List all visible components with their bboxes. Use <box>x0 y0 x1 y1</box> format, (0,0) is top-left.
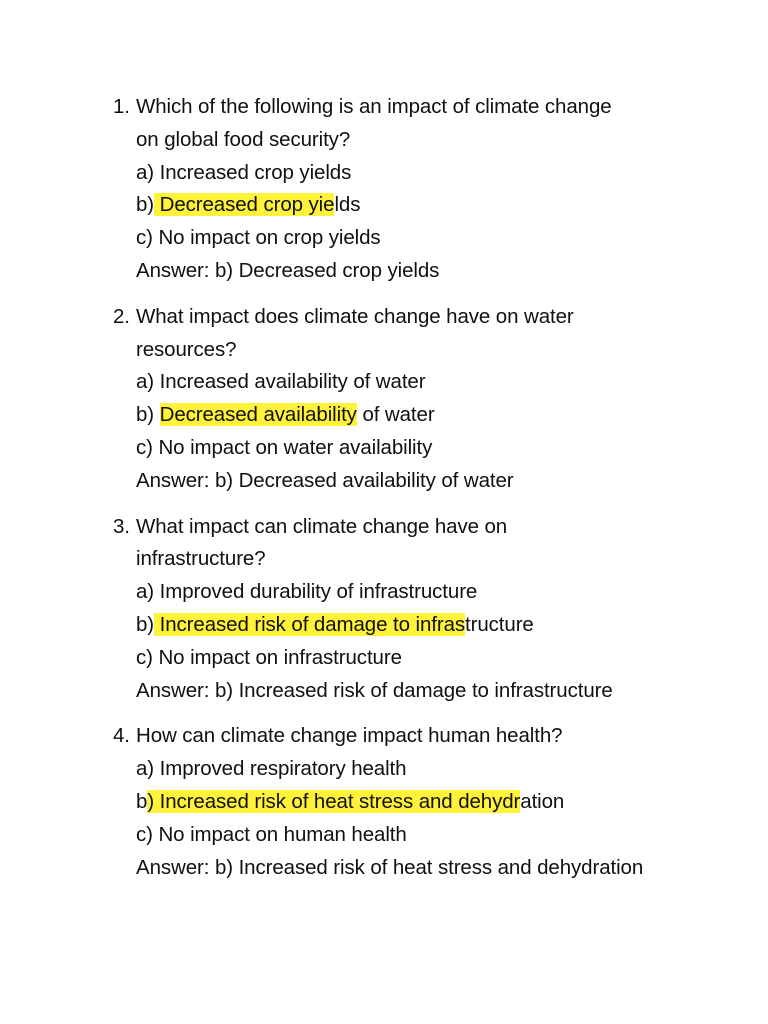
question-stem-line <box>0 334 768 367</box>
question-stem-text: infrastructure? <box>136 547 266 571</box>
option-b-prefix: b) <box>136 403 160 427</box>
option-b <box>0 189 768 222</box>
question-stem-line <box>0 124 768 157</box>
question-stem-text: Which of the following is an impact of climate change <box>136 95 612 118</box>
option-b-suffix: tructure <box>465 612 534 636</box>
answer-line: Answer: b) Increased risk of heat stress and dehydration <box>136 855 644 879</box>
question-stem-line <box>0 511 768 544</box>
option-a: a) Increased crop yields <box>136 160 352 184</box>
question-stem-text: How can climate change impact human health? <box>136 724 563 748</box>
option-a: a) Improved durability of infrastructure <box>136 580 478 604</box>
option-c: c) No impact on human health <box>136 822 407 846</box>
question-stem-text: on global food security? <box>136 127 351 151</box>
question-1 <box>0 91 768 288</box>
option-a: a) Improved respiratory health <box>136 757 407 781</box>
question-number: 3. <box>113 514 130 538</box>
question-3 <box>0 511 768 708</box>
question-stem-text: What impact does climate change have on water <box>136 304 574 328</box>
question-number: 1. <box>113 95 130 118</box>
question-stem-line <box>0 720 768 753</box>
option-b <box>0 609 768 642</box>
option-b <box>0 786 768 819</box>
question-stem-line <box>0 301 768 334</box>
question-number: 2. <box>113 304 130 328</box>
option-b-prefix: b) <box>136 612 155 636</box>
option-c: c) No impact on infrastructure <box>136 645 402 669</box>
option-a: a) Increased availability of water <box>136 370 426 394</box>
option-b-suffix: ation <box>520 789 565 813</box>
answer-line: Answer: b) Decreased crop yields <box>136 258 440 282</box>
question-stem-line <box>0 91 768 124</box>
option-c: c) No impact on crop yields <box>136 226 381 250</box>
question-stem-text: resources? <box>136 337 237 361</box>
option-b-highlight: Increased risk of damage to infras <box>154 612 466 636</box>
answer-line: Answer: b) Decreased availability of water <box>136 468 514 492</box>
question-list <box>0 91 768 897</box>
question-stem-line <box>0 543 768 576</box>
option-b <box>0 399 768 432</box>
option-b-highlight: Decreased availability <box>159 403 357 427</box>
option-b-highlight: Decreased crop yie <box>154 193 335 217</box>
option-c: c) No impact on water availability <box>136 435 433 459</box>
question-2 <box>0 301 768 498</box>
question-number: 4. <box>113 724 130 748</box>
option-b-prefix: b <box>136 789 148 813</box>
question-stem-text: What impact can climate change have on <box>136 514 508 538</box>
option-b-suffix: of water <box>356 403 435 427</box>
question-4 <box>0 720 768 884</box>
option-b-prefix: b) <box>136 193 155 217</box>
option-b-highlight: ) Increased risk of heat stress and dehydr <box>147 789 521 813</box>
option-b-suffix: lds <box>334 193 361 217</box>
answer-line: Answer: b) Increased risk of damage to infrastructure <box>136 678 613 702</box>
